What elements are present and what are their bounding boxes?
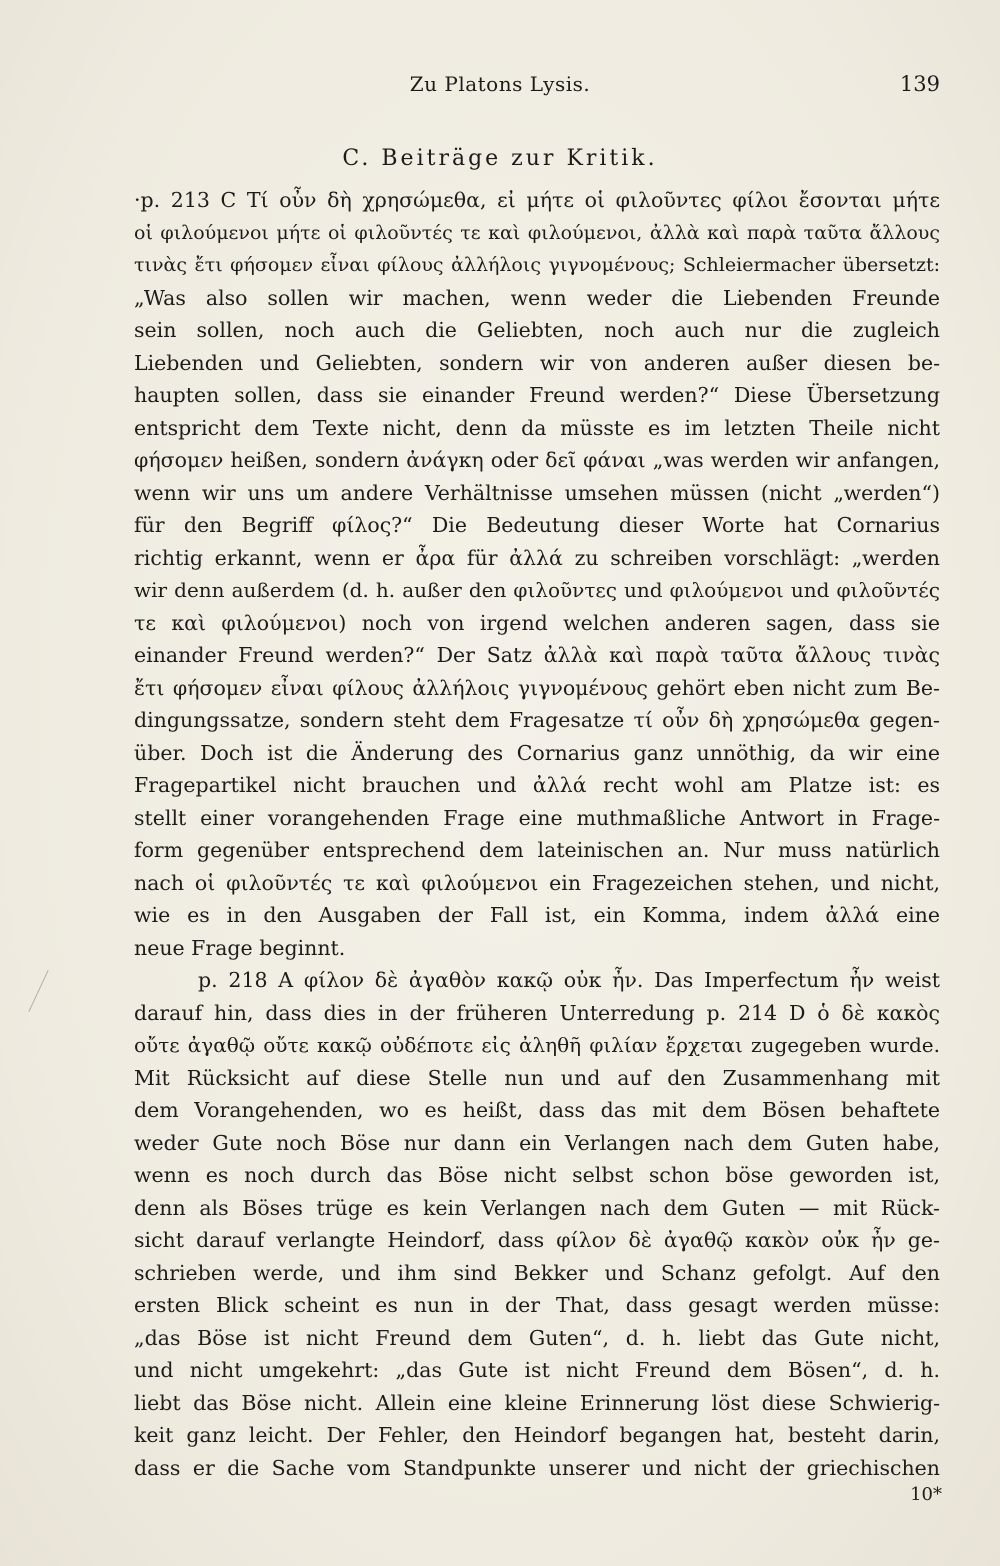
text-line: für den Begriff φίλος?“ Die Bedeutung dieser Worte hat Cornarius (134, 513, 940, 537)
signature-mark: 10* (910, 1484, 942, 1505)
text-line: sicht darauf verlangte Heindorf, dass φίλον δὲ ἀγαθῷ κακὸν οὐκ ἦν ge- (134, 1228, 940, 1252)
text-line: οὔτε ἀγαθῷ οὔτε κακῷ οὐδέποτε εἰς ἀληθῆ φιλίαν ἔρχεται zugegeben wurde. (134, 1033, 940, 1057)
text-line: liebt das Böse nicht. Allein eine kleine Erinnerung löst diese Schwierig- (134, 1390, 940, 1415)
text-line: nach οἱ φιλοῦντές τε καὶ φιλούμενοι ein Fragezeichen stehen, und nicht, (134, 870, 940, 895)
text-line: form gegenüber entsprechend dem lateinischen an. Nur muss natürlich (134, 838, 940, 862)
page-number: 139 (899, 72, 940, 96)
text-line: „Was also sollen wir machen, wenn weder die Liebenden Freunde (134, 285, 940, 310)
text-line: οἱ φιλούμενοι μήτε οἱ φιλοῦντές τε καὶ φιλούμενοι, ἀλλὰ καὶ παρὰ ταῦτα ἄλλους (134, 221, 940, 244)
text-line: sein sollen, noch auch die Geliebten, noch auch nur die zugleich (134, 318, 940, 342)
text-line: schrieben werde, und ihm sind Bekker und Schanz gefolgt. Auf den (134, 1260, 940, 1285)
text-line: wenn wir uns um andere Verhältnisse umsehen müssen (nicht „werden“) (134, 480, 940, 505)
text-line: einander Freund werden?“ Der Satz ἀλλὰ καὶ παρὰ ταῦτα ἄλλους τινὰς (134, 643, 940, 667)
running-title: Zu Platons Lysis. (409, 72, 591, 96)
text-line: denn als Böses trüge es kein Verlangen nach dem Guten — mit Rück- (134, 1195, 940, 1220)
text-line: ἔτι φήσομεν εἶναι φίλους ἀλλήλοις γιγνομένους gehört eben nicht zum Be- (134, 675, 940, 700)
text-line: τινὰς ἔτι φήσομεν εἶναι φίλους ἀλλήλοις γιγνομένους; Schleiermacher übersetzt: (134, 254, 940, 276)
text-line: neue Frage beginnt. (134, 935, 346, 960)
text-line: τε καὶ φιλούμενοι) noch von irgend welchen anderen sagen, dass sie (134, 610, 940, 635)
text-line: entspricht dem Texte nicht, denn da müsste es im letzten Theile nicht (134, 415, 940, 440)
text-line: wie es in den Ausgaben der Fall ist, ein Komma, indem ἀλλά eine (134, 903, 940, 927)
text-line: dingungssatze, sondern steht dem Fragesatze τί οὖν δὴ χρησώμεθα gegen- (134, 708, 940, 732)
text-line: dass er die Sache vom Standpunkte unserer und nicht der griechischen (134, 1455, 940, 1480)
text-line: Fragepartikel nicht brauchen und ἀλλά recht wohl am Platze ist: es (134, 773, 940, 797)
body-text (134, 184, 940, 1484)
text-line: ersten Blick scheint es nun in der That, dass gesagt werden müsse: (134, 1293, 940, 1317)
running-head (0, 72, 1000, 102)
text-line: über. Doch ist die Änderung des Cornarius ganz unnöthig, da wir eine (134, 740, 940, 765)
text-line: haupten sollen, dass sie einander Freund werden?“ Diese Übersetzung (134, 383, 940, 407)
section-heading: C. Beiträge zur Kritik. (342, 146, 658, 171)
text-line: dem Vorangehenden, wo es heißt, dass das mit dem Bösen behaftete (134, 1098, 940, 1122)
text-line: keit ganz leicht. Der Fehler, den Heindorf begangen hat, besteht darin, (134, 1423, 940, 1447)
text-line: stellt einer vorangehenden Frage eine muthmaßliche Antwort in Frage- (134, 805, 940, 830)
text-line: ·p. 213 C Τί οὖν δὴ χρησώμεθα, εἰ μήτε οἱ φιλοῦντες φίλοι ἔσονται μήτε (134, 188, 940, 212)
text-line: Mit Rücksicht auf diese Stelle nun und auf den Zusammenhang mit (134, 1065, 940, 1090)
text-line: Liebenden und Geliebten, sondern wir von anderen außer diesen be- (134, 350, 940, 375)
text-line: φήσομεν heißen, sondern ἀνάγκη oder δεῖ φάναι „was werden wir anfangen, (134, 448, 940, 472)
text-line: p. 218 A φίλον δὲ ἀγαθὸν κακῷ οὐκ ἦν. Das Imperfectum ἦν weist (198, 968, 940, 992)
text-line: und nicht umgekehrt: „das Gute ist nicht Freund dem Bösen“, d. h. (134, 1358, 940, 1382)
scan-mark (28, 970, 48, 1012)
text-line: richtig erkannt, wenn er ἆρα für ἀλλά zu schreiben vorschlägt: „werden (134, 545, 940, 570)
text-line: wir denn außerdem (d. h. außer den φιλοῦντες und φιλούμενοι und φιλοῦντές (134, 578, 940, 602)
text-line: „das Böse ist nicht Freund dem Guten“, d. h. liebt das Gute nicht, (134, 1325, 940, 1350)
text-line: weder Gute noch Böse nur dann ein Verlangen nach dem Guten habe, (134, 1130, 940, 1155)
text-line: darauf hin, dass dies in der früheren Unterredung p. 214 D ὁ δὲ κακὸς (134, 1000, 940, 1025)
text-line: wenn es noch durch das Böse nicht selbst schon böse geworden ist, (134, 1163, 940, 1187)
